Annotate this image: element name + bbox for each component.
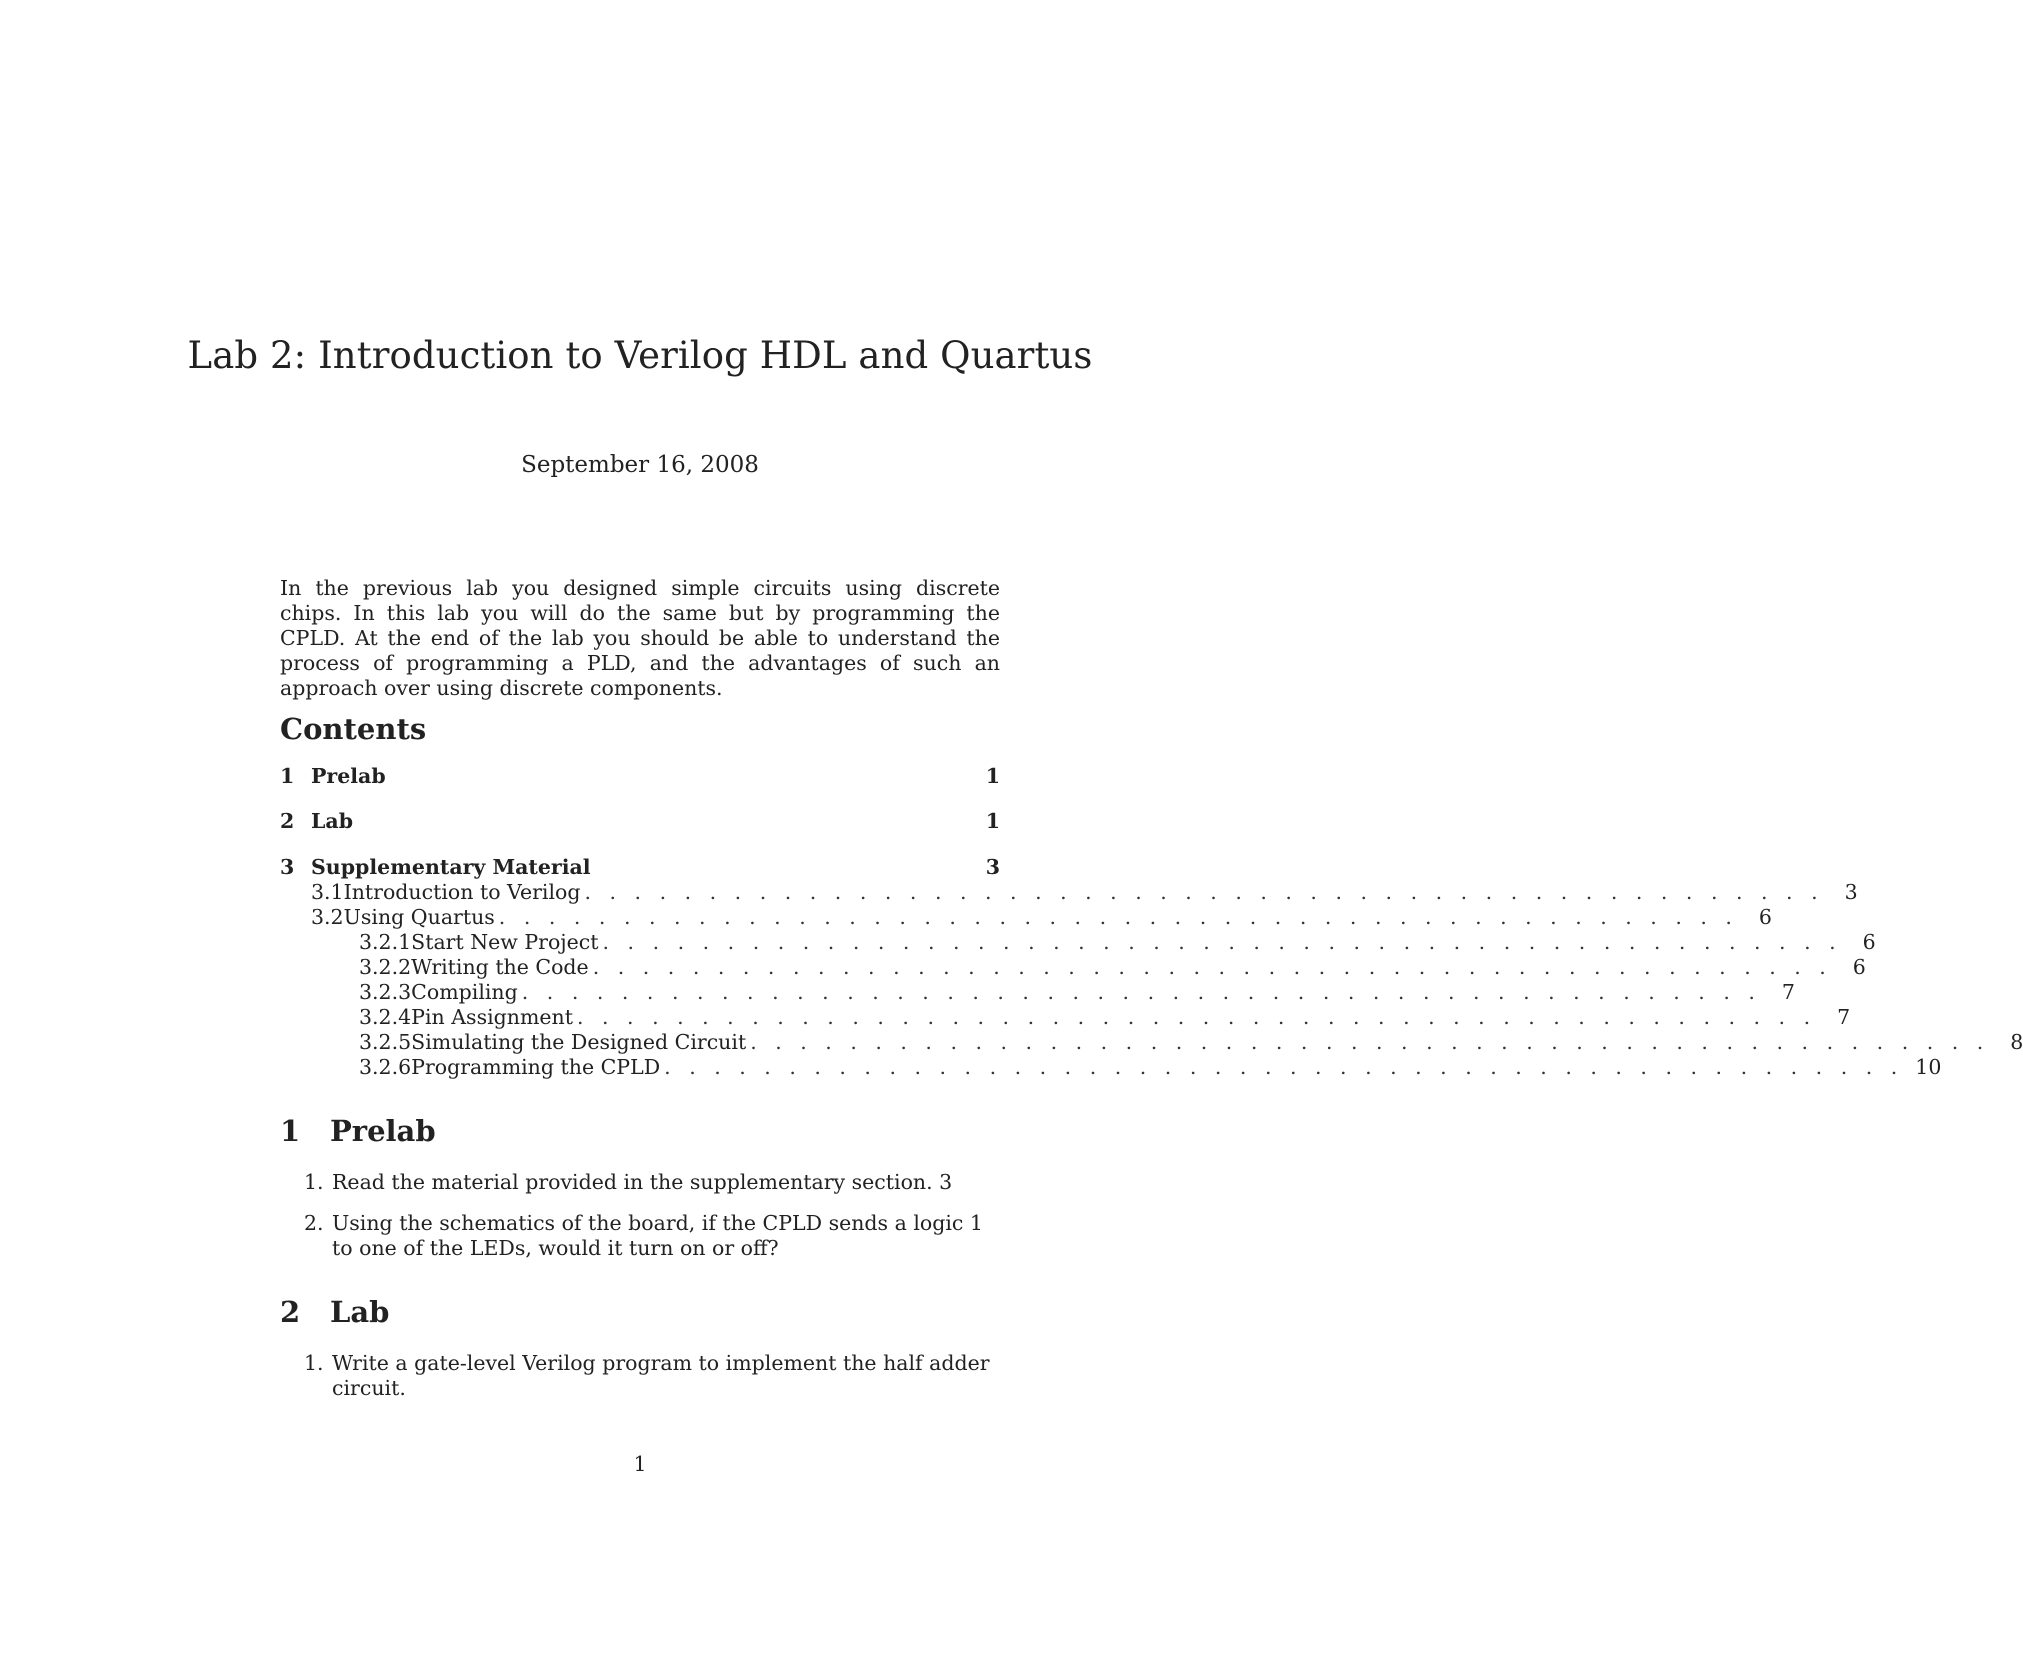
toc-leader-dots: . . . . . . . . . . . . . . . . . . . . . . . . . . . . . . . . . . . . . . . . . . . . . . . . . . — [592, 955, 1832, 979]
toc-entry-title: Writing the Code — [411, 955, 589, 979]
toc-entry-title: Supplementary Material — [311, 855, 591, 879]
toc-entry-lab[interactable] — [280, 809, 1000, 834]
toc-entry-number: 3.2.6 — [359, 1055, 412, 1079]
section-title: Lab — [330, 1295, 390, 1329]
toc-leader-dots: . . . . . . . . . . . . . . . . . . . . . . . . . . . . . . . . . . . . . . . . . . . . . . . . . . — [521, 980, 1761, 1004]
toc-entry-compiling[interactable] — [359, 980, 1795, 1005]
toc-entry-number: 3.2.4 — [359, 1005, 412, 1029]
toc-leader-dots: . . . . . . . . . . . . . . . . . . . . . . . . . . . . . . . . . . . . . . . . . . . . . . . . . . — [602, 930, 1842, 954]
toc-entry-number: 3.2.2 — [359, 955, 412, 979]
list-item-text: Read the material provided in the supplementary section. 3 — [332, 1170, 953, 1194]
toc-leader-dots: . . . . . . . . . . . . . . . . . . . . . . . . . . . . . . . . . . . . . . . . . . . . . . . . . . — [750, 1030, 1990, 1054]
toc-entry-prelab[interactable] — [280, 764, 1000, 789]
toc-entry-page: 1 — [985, 764, 1000, 788]
section-heading-prelab — [280, 1114, 436, 1148]
section-title: Prelab — [330, 1114, 436, 1148]
toc-entry-page: 1 — [985, 809, 1000, 833]
toc-entry-number: 3.2.3 — [359, 980, 412, 1004]
list-item-text: Using the schematics of the board, if the CPLD sends a logic 1 to one of the LEDs, would it turn on or off? — [332, 1211, 983, 1260]
toc-entry-title: Compiling — [411, 980, 518, 1004]
list-item-text: Write a gate-level Verilog program to implement the half adder circuit. — [332, 1351, 990, 1400]
list-item — [304, 1351, 1000, 1401]
toc-entry-page: 6 — [1758, 905, 1772, 929]
toc-entry-simulating-the-designed-circuit[interactable] — [359, 1030, 2023, 1055]
toc-entry-using-quartus[interactable] — [311, 905, 1772, 930]
toc-entry-programming-the-cpld[interactable] — [359, 1055, 1942, 1080]
toc-entry-number: 3.1 — [311, 880, 344, 904]
toc-entry-start-new-project[interactable] — [359, 930, 1876, 955]
toc-entry-number: 3 — [280, 855, 295, 879]
toc-leader-dots: . . . . . . . . . . . . . . . . . . . . . . . . . . . . . . . . . . . . . . . . . . . . . . . . . . — [498, 905, 1738, 929]
list-item — [304, 1170, 1000, 1195]
toc-entry-page: 3 — [1844, 880, 1858, 904]
document-date: September 16, 2008 — [521, 452, 759, 478]
toc-entry-page: 7 — [1781, 980, 1795, 1004]
list-item — [304, 1211, 1000, 1261]
toc-leader-dots: . . . . . . . . . . . . . . . . . . . . . . . . . . . . . . . . . . . . . . . . . . . . . . . . . . — [664, 1055, 1904, 1079]
toc-entry-number: 3.2 — [311, 905, 344, 929]
section-number: 1 — [280, 1114, 301, 1148]
toc-entry-page: 7 — [1837, 1005, 1851, 1029]
list-item-marker: 1. — [304, 1170, 324, 1194]
toc-entry-number: 3.2.5 — [359, 1030, 412, 1054]
page-number: 1 — [633, 1452, 647, 1476]
toc-entry-page: 10 — [1915, 1055, 1942, 1079]
toc-entry-page: 6 — [1862, 930, 1876, 954]
toc-entry-pin-assignment[interactable] — [359, 1005, 1851, 1030]
toc-entry-title: Introduction to Verilog — [343, 880, 581, 904]
toc-entry-title: Programming the CPLD — [411, 1055, 661, 1079]
toc-entry-title: Pin Assignment — [411, 1005, 573, 1029]
toc-entry-number: 2 — [280, 809, 295, 833]
section-number: 2 — [280, 1295, 301, 1329]
toc-entry-title: Using Quartus — [343, 905, 495, 929]
toc-entry-introduction-to-verilog[interactable] — [311, 880, 1858, 905]
document-title: Lab 2: Introduction to Verilog HDL and Quartus — [187, 334, 1093, 377]
toc-entry-page: 8 — [2010, 1030, 2023, 1054]
toc-entry-number: 3.2.1 — [359, 930, 412, 954]
toc-entry-title: Start New Project — [411, 930, 599, 954]
section-heading-lab — [280, 1295, 389, 1329]
toc-entry-title: Lab — [311, 809, 354, 833]
toc-leader-dots: . . . . . . . . . . . . . . . . . . . . . . . . . . . . . . . . . . . . . . . . . . . . . . . . . . — [584, 880, 1824, 904]
toc-leader-dots: . . . . . . . . . . . . . . . . . . . . . . . . . . . . . . . . . . . . . . . . . . . . . . . . . . — [576, 1005, 1817, 1029]
contents-heading: Contents — [280, 712, 427, 746]
list-item-marker: 2. — [304, 1211, 324, 1235]
toc-entry-page: 3 — [985, 855, 1000, 879]
abstract-paragraph: In the previous lab you designed simple circuits using discrete chips. In this lab you will do the same but by programming the CPLD. At the end of the lab you should be able to understand the process of programming a PLD, and the advantages of such an approach over using discrete components. — [280, 576, 1000, 700]
toc-entry-supplementary[interactable] — [280, 855, 1000, 880]
toc-entry-page: 6 — [1852, 955, 1866, 979]
toc-entry-title: Simulating the Designed Circuit — [411, 1030, 747, 1054]
toc-entry-writing-the-code[interactable] — [359, 955, 1866, 980]
list-item-marker: 1. — [304, 1351, 324, 1375]
toc-entry-title: Prelab — [311, 764, 386, 788]
toc-entry-number: 1 — [280, 764, 295, 788]
